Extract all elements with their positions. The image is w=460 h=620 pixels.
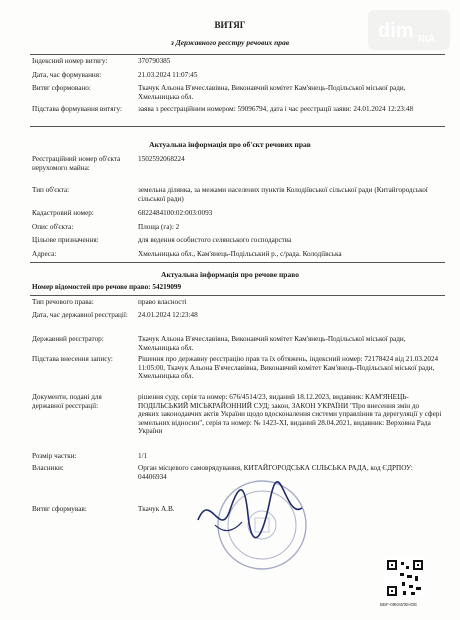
object-label: Кадастровий номер: — [32, 209, 94, 217]
right-label: Підстава внесення запису: — [32, 355, 113, 363]
watermark-text: dim — [378, 20, 414, 42]
meta-value: заява з реєстраційним номером: 59096794, дата і час реєстрації заяви: 24.01.2024 12:23:48 — [138, 105, 414, 113]
meta-label: Дата, час формування: — [32, 71, 102, 79]
right-value: Ткачук Альона В'ячеславівна, Виконавчий комітет Кам'янець-Подільської міської ради, Хмельницька обл. — [138, 335, 406, 352]
right-label: Власники: — [32, 464, 64, 472]
meta-label: Індексний номер витягу: — [32, 57, 108, 65]
right-label: Державний реєстратор: — [32, 335, 104, 343]
object-value: для ведення особистого селянського господарства — [138, 236, 292, 244]
meta-value: 21.03.2024 11:07:45 — [138, 71, 198, 79]
object-value: 6822484100:02:003:0093 — [138, 209, 213, 217]
handwritten-signature — [190, 480, 310, 560]
meta-label: Витяг сформовано: — [32, 84, 91, 92]
watermark-sub: RIA — [418, 34, 436, 45]
divider — [30, 295, 445, 296]
right-section-heading: Актуальна інформація про речове право — [161, 270, 299, 279]
document-title: ВИТЯГ — [214, 20, 246, 30]
object-value: Хмельницька обл., Кам'янець-Подільський р., с/рада. Колодіївська — [138, 250, 342, 258]
right-label: Дата, час державної реєстрації: — [32, 311, 128, 319]
object-value: земельна ділянка, за межами населених пунктів Колодіївської сільської ради (Китайгородської сільської ради) — [138, 186, 428, 203]
document-subtitle: з Державного реєстру речових прав — [170, 38, 290, 47]
object-label: Опис об'єкта: — [32, 223, 74, 231]
qr-code — [385, 558, 425, 598]
meta-value: 370790385 — [138, 57, 171, 65]
object-value: 1502592068224 — [138, 155, 185, 163]
object-label: Тип об'єкта: — [32, 186, 70, 194]
meta-value: Ткачук Альона В'ячеславівна, Виконавчий комітет Кам'янець-Подільської міської ради, Хмельницька обл. — [138, 84, 406, 101]
object-section-heading: Актуальна інформація про об'єкт речових прав — [149, 140, 311, 149]
object-label: Цільове призначення: — [32, 236, 99, 244]
formed-value: Ткачук А.В. — [138, 505, 175, 513]
right-value: Орган місцевого самоврядування, КИТАЙГОРОДСЬКА СІЛЬСЬКА РАДА, код ЄДРПОУ: 04406934 — [138, 464, 413, 481]
divider — [30, 126, 445, 127]
divider — [30, 54, 445, 55]
right-value: право власності — [138, 298, 187, 306]
right-label: Розмір частки: — [32, 452, 77, 460]
right-label: Документи, подані для державної реєстрації: — [32, 393, 102, 410]
object-value: Площа (га): 2 — [138, 223, 180, 231]
right-value: Рішення про державну реєстрацію прав та їх обтяжень, індексний номер: 72178424 від 21.03.2024 11:05:00, Ткачук Альона В'ячеславівна, Виконавчий комітет Кам'янець-Подільської міської ради, Хмельницька обл. — [138, 355, 439, 381]
right-label: Тип речового права: — [32, 298, 94, 306]
formed-label: Витяг сформував: — [32, 505, 87, 513]
right-record-number: Номер відомостей про речове право: 54219099 — [32, 283, 182, 291]
right-value: 24.01.2024 12:23:48 — [138, 311, 198, 319]
object-label: Реєстраційний номер об'єкта нерухомого майна: — [32, 155, 121, 172]
divider — [30, 262, 445, 263]
meta-label: Підстава формування витягу: — [32, 105, 122, 113]
right-value: рішення суду, серія та номер: 676/4514/23, виданий 18.12.2023, видавник: КАМ'ЯНЕЦЬ-ПОДІЛЬСЬКИЙ МІСЬКРАЙОННИЙ СУД; закон, ЗАКОН УКРАЇНИ "Про внесення змін до деяких законодавчих актів України щодо вдосконалення системи управління та дерегуляції у сфері земельних відносин", серія та номер: № 1423-ХІ, виданий 28.04.2021, видавник: Верховна Рада України — [138, 393, 442, 436]
right-value: 1/1 — [138, 452, 148, 460]
document-code: ВБF-09KМЛ0НОЕ — [380, 602, 418, 607]
object-label: Адреса: — [32, 250, 57, 258]
